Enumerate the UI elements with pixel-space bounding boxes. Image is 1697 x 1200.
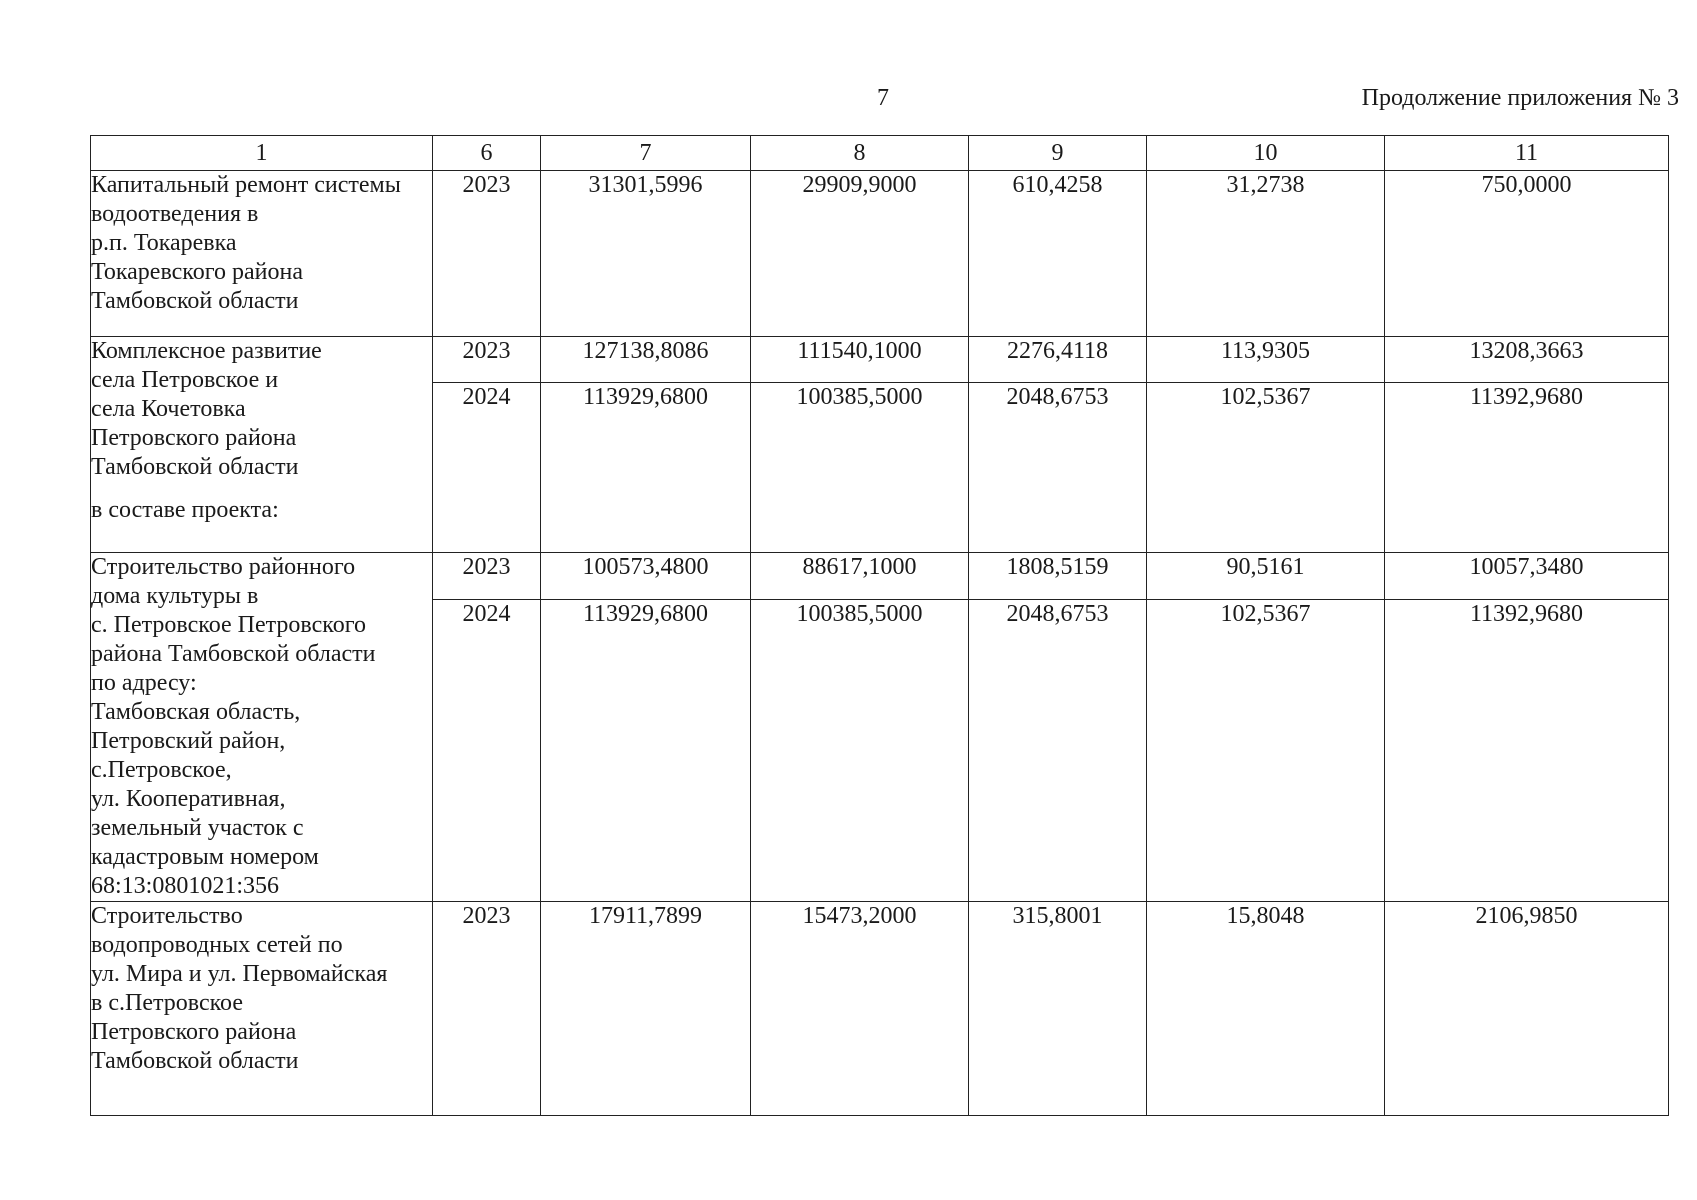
project-name-line: района Тамбовской области: [91, 641, 376, 667]
amount-cell: 31301,5996: [541, 171, 751, 337]
amount-cell: 113,9305: [1147, 337, 1385, 383]
amount-cell: 111540,1000: [751, 337, 969, 383]
column-header: 1: [91, 136, 433, 171]
project-name-line: ул. Мира и ул. Первомайская: [91, 961, 388, 987]
amount-cell: 13208,3663: [1385, 337, 1669, 383]
project-name-line: кадастровым номером: [91, 844, 319, 870]
project-name-line: Строительство: [91, 903, 243, 929]
page-number: 7: [877, 85, 889, 111]
project-name-line: Строительство районного: [91, 554, 356, 580]
amount-cell: 11392,9680: [1385, 383, 1669, 553]
amount-cell: 11392,9680: [1385, 600, 1669, 902]
column-header: 7: [541, 136, 751, 171]
amount-cell: 90,5161: [1147, 553, 1385, 600]
amount-cell: 100385,5000: [751, 600, 969, 902]
amount-cell: 2106,9850: [1385, 902, 1669, 1116]
amount-cell: 315,8001: [969, 902, 1147, 1116]
amount-cell: 113929,6800: [541, 600, 751, 902]
amount-cell: 15473,2000: [751, 902, 969, 1116]
project-name-line: водоотведения в: [91, 201, 259, 227]
project-name-line: села Кочетовка: [91, 396, 246, 422]
project-name-line: водопроводных сетей по: [91, 932, 343, 958]
project-name-line: по адресу:: [91, 670, 197, 696]
project-name-line: р.п. Токаревка: [91, 230, 237, 256]
project-name-line: в с.Петровское: [91, 990, 243, 1016]
amount-cell: 100573,4800: [541, 553, 751, 600]
project-name-cell: [91, 902, 433, 1116]
table-row: [91, 902, 1669, 1116]
column-header: 8: [751, 136, 969, 171]
project-name-line: 68:13:0801021:356: [91, 873, 280, 899]
amount-cell: 750,0000: [1385, 171, 1669, 337]
amount-cell: 127138,8086: [541, 337, 751, 383]
amount-cell: 10057,3480: [1385, 553, 1669, 600]
year-cell: 2023: [433, 553, 541, 600]
project-name-line: села Петровское и: [91, 367, 279, 393]
project-name-line: Тамбовская область,: [91, 699, 301, 725]
amount-cell: 102,5367: [1147, 600, 1385, 902]
project-name-line: Петровского района: [91, 1019, 297, 1045]
amount-cell: 2276,4118: [969, 337, 1147, 383]
project-name-cell: [91, 337, 433, 553]
year-cell: 2023: [433, 171, 541, 337]
amount-cell: 102,5367: [1147, 383, 1385, 553]
year-cell: 2024: [433, 383, 541, 553]
table-row: [91, 171, 1669, 337]
table-row: [91, 553, 1669, 600]
project-name-line: Тамбовской области: [91, 1048, 299, 1074]
amount-cell: 610,4258: [969, 171, 1147, 337]
column-header-row: [91, 136, 1669, 171]
column-header: 11: [1385, 136, 1669, 171]
amount-cell: 2048,6753: [969, 600, 1147, 902]
table-row: [91, 337, 1669, 383]
project-name-line: Капитальный ремонт системы: [91, 172, 401, 198]
project-name-line: Токаревского района: [91, 259, 303, 285]
project-note: в составе проекта:: [91, 497, 279, 523]
project-name-line: Тамбовской области: [91, 288, 299, 314]
appendix-table: [90, 135, 1669, 1116]
project-name-line: Комплексное развитие: [91, 338, 322, 364]
amount-cell: 17911,7899: [541, 902, 751, 1116]
column-header: 6: [433, 136, 541, 171]
project-name-line: ул. Кооперативная,: [91, 786, 286, 812]
project-name-line: дома культуры в: [91, 583, 259, 609]
year-cell: 2023: [433, 902, 541, 1116]
project-name-cell: [91, 171, 433, 337]
column-header: 10: [1147, 136, 1385, 171]
amount-cell: 29909,9000: [751, 171, 969, 337]
project-name-line: с. Петровское Петровского: [91, 612, 366, 638]
amount-cell: 15,8048: [1147, 902, 1385, 1116]
project-name-cell: [91, 553, 433, 902]
amount-cell: 100385,5000: [751, 383, 969, 553]
year-cell: 2023: [433, 337, 541, 383]
amount-cell: 31,2738: [1147, 171, 1385, 337]
project-name-line: земельный участок с: [91, 815, 304, 841]
amount-cell: 1808,5159: [969, 553, 1147, 600]
amount-cell: 2048,6753: [969, 383, 1147, 553]
project-name-line: Петровского района: [91, 425, 297, 451]
project-name-line: с.Петровское,: [91, 757, 232, 783]
column-header: 9: [969, 136, 1147, 171]
project-name-line: Тамбовской области: [91, 454, 299, 480]
project-name-line: Петровский район,: [91, 728, 286, 754]
appendix-continuation-label: Продолжение приложения № 3: [1361, 85, 1679, 111]
amount-cell: 88617,1000: [751, 553, 969, 600]
amount-cell: 113929,6800: [541, 383, 751, 553]
year-cell: 2024: [433, 600, 541, 902]
